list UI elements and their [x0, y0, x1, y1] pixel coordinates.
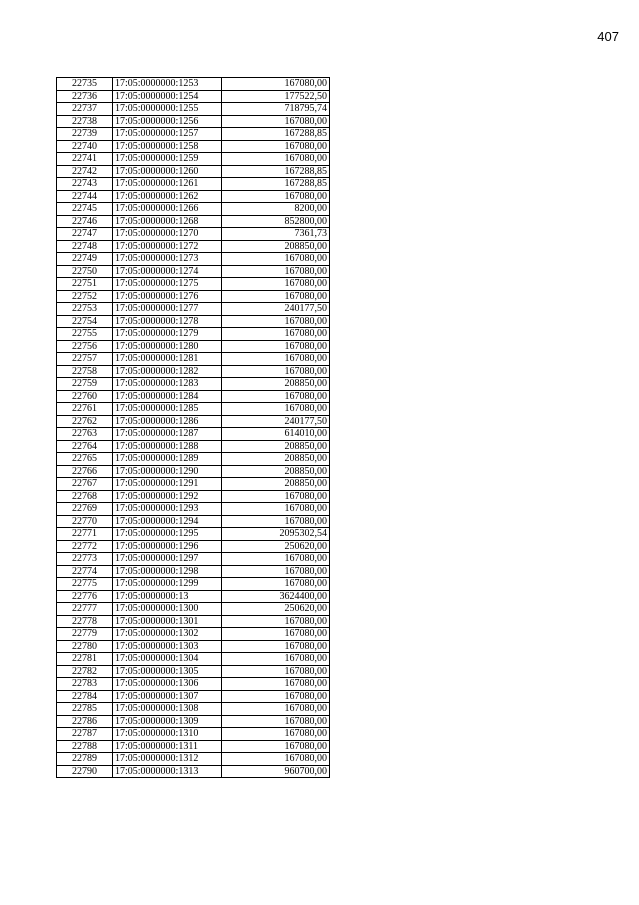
cadastral-number-cell: 17:05:0000000:1289 — [113, 453, 222, 466]
row-number-cell: 22785 — [57, 703, 113, 716]
table-row — [57, 365, 330, 378]
table-row — [57, 740, 330, 753]
row-number-cell: 22753 — [57, 303, 113, 316]
cadastral-number-cell: 17:05:0000000:1293 — [113, 503, 222, 516]
row-number-cell: 22787 — [57, 728, 113, 741]
cadastral-number-cell: 17:05:0000000:1254 — [113, 90, 222, 103]
table-row — [57, 665, 330, 678]
cadastral-number-cell: 17:05:0000000:1301 — [113, 615, 222, 628]
cadastral-number-cell: 17:05:0000000:1257 — [113, 128, 222, 141]
cadastral-number-cell: 17:05:0000000:1262 — [113, 190, 222, 203]
cadastral-value-cell: 208850,00 — [222, 478, 330, 491]
row-number-cell: 22773 — [57, 553, 113, 566]
row-number-cell: 22760 — [57, 390, 113, 403]
cadastral-number-cell: 17:05:0000000:1282 — [113, 365, 222, 378]
cadastral-value-cell: 240177,50 — [222, 415, 330, 428]
row-number-cell: 22776 — [57, 590, 113, 603]
cadastral-number-cell: 17:05:0000000:1286 — [113, 415, 222, 428]
cadastral-number-cell: 17:05:0000000:1273 — [113, 253, 222, 266]
cadastral-number-cell: 17:05:0000000:1298 — [113, 565, 222, 578]
cadastral-number-cell: 17:05:0000000:1266 — [113, 203, 222, 216]
row-number-cell: 22744 — [57, 190, 113, 203]
row-number-cell: 22775 — [57, 578, 113, 591]
table-row — [57, 453, 330, 466]
cadastral-value-cell: 167080,00 — [222, 753, 330, 766]
cadastral-number-cell: 17:05:0000000:1255 — [113, 103, 222, 116]
cadastral-number-cell: 17:05:0000000:1290 — [113, 465, 222, 478]
row-number-cell: 22769 — [57, 503, 113, 516]
cadastral-value-cell: 167080,00 — [222, 715, 330, 728]
table-row — [57, 128, 330, 141]
row-number-cell: 22739 — [57, 128, 113, 141]
row-number-cell: 22772 — [57, 540, 113, 553]
cadastral-value-cell: 167080,00 — [222, 140, 330, 153]
row-number-cell: 22764 — [57, 440, 113, 453]
row-number-cell: 22758 — [57, 365, 113, 378]
cadastral-number-cell: 17:05:0000000:1305 — [113, 665, 222, 678]
table-row — [57, 540, 330, 553]
table-row — [57, 590, 330, 603]
cadastral-value-table — [56, 77, 330, 778]
cadastral-value-cell: 167080,00 — [222, 365, 330, 378]
cadastral-number-cell: 17:05:0000000:1281 — [113, 353, 222, 366]
row-number-cell: 22757 — [57, 353, 113, 366]
cadastral-number-cell: 17:05:0000000:1284 — [113, 390, 222, 403]
cadastral-value-cell: 852800,00 — [222, 215, 330, 228]
cadastral-value-cell: 167080,00 — [222, 290, 330, 303]
table-row — [57, 428, 330, 441]
cadastral-number-cell: 17:05:0000000:1280 — [113, 340, 222, 353]
cadastral-value-cell: 167288,85 — [222, 165, 330, 178]
cadastral-value-cell: 167080,00 — [222, 265, 330, 278]
cadastral-value-cell: 718795,74 — [222, 103, 330, 116]
row-number-cell: 22752 — [57, 290, 113, 303]
table-row — [57, 490, 330, 503]
row-number-cell: 22768 — [57, 490, 113, 503]
row-number-cell: 22762 — [57, 415, 113, 428]
cadastral-value-cell: 167080,00 — [222, 578, 330, 591]
cadastral-number-cell: 17:05:0000000:1288 — [113, 440, 222, 453]
cadastral-value-cell: 2095302,54 — [222, 528, 330, 541]
cadastral-number-cell: 17:05:0000000:1304 — [113, 653, 222, 666]
cadastral-value-cell: 167080,00 — [222, 153, 330, 166]
table-row — [57, 203, 330, 216]
row-number-cell: 22751 — [57, 278, 113, 291]
cadastral-value-cell: 167080,00 — [222, 640, 330, 653]
row-number-cell: 22756 — [57, 340, 113, 353]
table-row — [57, 528, 330, 541]
cadastral-value-cell: 167080,00 — [222, 353, 330, 366]
row-number-cell: 22737 — [57, 103, 113, 116]
cadastral-value-cell: 167080,00 — [222, 390, 330, 403]
row-number-cell: 22770 — [57, 515, 113, 528]
cadastral-value-cell: 167080,00 — [222, 728, 330, 741]
cadastral-number-cell: 17:05:0000000:1270 — [113, 228, 222, 241]
row-number-cell: 22765 — [57, 453, 113, 466]
cadastral-value-cell: 167080,00 — [222, 78, 330, 91]
table-row — [57, 340, 330, 353]
cadastral-number-cell: 17:05:0000000:1276 — [113, 290, 222, 303]
cadastral-value-cell: 250620,00 — [222, 540, 330, 553]
table-row — [57, 165, 330, 178]
table-row — [57, 690, 330, 703]
cadastral-value-cell: 7361,73 — [222, 228, 330, 241]
row-number-cell: 22774 — [57, 565, 113, 578]
cadastral-value-cell: 208850,00 — [222, 240, 330, 253]
cadastral-value-cell: 167080,00 — [222, 690, 330, 703]
cadastral-value-cell: 167080,00 — [222, 678, 330, 691]
row-number-cell: 22788 — [57, 740, 113, 753]
cadastral-number-cell: 17:05:0000000:1258 — [113, 140, 222, 153]
cadastral-number-cell: 17:05:0000000:1295 — [113, 528, 222, 541]
table-row — [57, 290, 330, 303]
cadastral-number-cell: 17:05:0000000:1308 — [113, 703, 222, 716]
cadastral-value-cell: 167080,00 — [222, 115, 330, 128]
row-number-cell: 22761 — [57, 403, 113, 416]
table-row — [57, 278, 330, 291]
cadastral-number-cell: 17:05:0000000:1313 — [113, 765, 222, 778]
cadastral-value-cell: 167080,00 — [222, 653, 330, 666]
cadastral-value-cell: 167080,00 — [222, 703, 330, 716]
table-row — [57, 753, 330, 766]
table-row — [57, 628, 330, 641]
row-number-cell: 22784 — [57, 690, 113, 703]
table-row — [57, 403, 330, 416]
row-number-cell: 22789 — [57, 753, 113, 766]
row-number-cell: 22782 — [57, 665, 113, 678]
cadastral-value-cell: 167080,00 — [222, 190, 330, 203]
cadastral-value-cell: 167080,00 — [222, 315, 330, 328]
row-number-cell: 22790 — [57, 765, 113, 778]
cadastral-value-cell: 167080,00 — [222, 503, 330, 516]
table-row — [57, 503, 330, 516]
table-row — [57, 178, 330, 191]
table-row — [57, 378, 330, 391]
cadastral-number-cell: 17:05:0000000:1297 — [113, 553, 222, 566]
cadastral-number-cell: 17:05:0000000:1299 — [113, 578, 222, 591]
cadastral-value-cell: 167080,00 — [222, 490, 330, 503]
cadastral-number-cell: 17:05:0000000:1277 — [113, 303, 222, 316]
table-row — [57, 303, 330, 316]
table-row — [57, 328, 330, 341]
cadastral-value-cell: 208850,00 — [222, 465, 330, 478]
cadastral-value-cell: 167080,00 — [222, 740, 330, 753]
table-row — [57, 515, 330, 528]
table-row — [57, 253, 330, 266]
table-row — [57, 440, 330, 453]
cadastral-value-cell: 167080,00 — [222, 665, 330, 678]
cadastral-number-cell: 17:05:0000000:1287 — [113, 428, 222, 441]
cadastral-number-cell: 17:05:0000000:1291 — [113, 478, 222, 491]
cadastral-value-cell: 177522,50 — [222, 90, 330, 103]
cadastral-number-cell: 17:05:0000000:1303 — [113, 640, 222, 653]
cadastral-value-cell: 167080,00 — [222, 553, 330, 566]
table-row — [57, 703, 330, 716]
cadastral-number-cell: 17:05:0000000:1256 — [113, 115, 222, 128]
table-row — [57, 215, 330, 228]
cadastral-number-cell: 17:05:0000000:1278 — [113, 315, 222, 328]
table-row — [57, 353, 330, 366]
row-number-cell: 22745 — [57, 203, 113, 216]
table-row — [57, 315, 330, 328]
cadastral-number-cell: 17:05:0000000:1310 — [113, 728, 222, 741]
table-row — [57, 78, 330, 91]
row-number-cell: 22743 — [57, 178, 113, 191]
table-row — [57, 415, 330, 428]
row-number-cell: 22748 — [57, 240, 113, 253]
table-row — [57, 153, 330, 166]
table-row — [57, 390, 330, 403]
table-row — [57, 140, 330, 153]
cadastral-number-cell: 17:05:0000000:1302 — [113, 628, 222, 641]
row-number-cell: 22780 — [57, 640, 113, 653]
row-number-cell: 22781 — [57, 653, 113, 666]
cadastral-value-cell: 167080,00 — [222, 565, 330, 578]
row-number-cell: 22779 — [57, 628, 113, 641]
row-number-cell: 22742 — [57, 165, 113, 178]
cadastral-number-cell: 17:05:0000000:1312 — [113, 753, 222, 766]
cadastral-value-cell: 240177,50 — [222, 303, 330, 316]
row-number-cell: 22777 — [57, 603, 113, 616]
cadastral-number-cell: 17:05:0000000:1261 — [113, 178, 222, 191]
table-row — [57, 115, 330, 128]
cadastral-number-cell: 17:05:0000000:1311 — [113, 740, 222, 753]
row-number-cell: 22778 — [57, 615, 113, 628]
row-number-cell: 22786 — [57, 715, 113, 728]
row-number-cell: 22740 — [57, 140, 113, 153]
row-number-cell: 22738 — [57, 115, 113, 128]
row-number-cell: 22766 — [57, 465, 113, 478]
cadastral-value-cell: 167080,00 — [222, 340, 330, 353]
row-number-cell: 22735 — [57, 78, 113, 91]
row-number-cell: 22750 — [57, 265, 113, 278]
cadastral-number-cell: 17:05:0000000:1268 — [113, 215, 222, 228]
cadastral-value-cell: 250620,00 — [222, 603, 330, 616]
cadastral-value-cell: 614010,00 — [222, 428, 330, 441]
table-row — [57, 715, 330, 728]
row-number-cell: 22783 — [57, 678, 113, 691]
row-number-cell: 22755 — [57, 328, 113, 341]
cadastral-number-cell: 17:05:0000000:1272 — [113, 240, 222, 253]
cadastral-number-cell: 17:05:0000000:1300 — [113, 603, 222, 616]
cadastral-value-cell: 167080,00 — [222, 628, 330, 641]
cadastral-number-cell: 17:05:0000000:1292 — [113, 490, 222, 503]
cadastral-value-cell: 167288,85 — [222, 128, 330, 141]
page-number: 407 — [597, 29, 619, 44]
cadastral-value-cell: 167080,00 — [222, 615, 330, 628]
table-body — [57, 78, 330, 778]
cadastral-value-cell: 167080,00 — [222, 253, 330, 266]
cadastral-value-cell: 3624400,00 — [222, 590, 330, 603]
cadastral-number-cell: 17:05:0000000:1283 — [113, 378, 222, 391]
cadastral-number-cell: 17:05:0000000:1260 — [113, 165, 222, 178]
table-row — [57, 615, 330, 628]
cadastral-number-cell: 17:05:0000000:1275 — [113, 278, 222, 291]
cadastral-value-cell: 167080,00 — [222, 403, 330, 416]
cadastral-value-cell: 208850,00 — [222, 440, 330, 453]
table-row — [57, 765, 330, 778]
table-row — [57, 640, 330, 653]
table-row — [57, 728, 330, 741]
cadastral-number-cell: 17:05:0000000:1259 — [113, 153, 222, 166]
cadastral-value-cell: 960700,00 — [222, 765, 330, 778]
row-number-cell: 22754 — [57, 315, 113, 328]
cadastral-number-cell: 17:05:0000000:1285 — [113, 403, 222, 416]
cadastral-value-cell: 167288,85 — [222, 178, 330, 191]
cadastral-number-cell: 17:05:0000000:1296 — [113, 540, 222, 553]
cadastral-value-cell: 8200,00 — [222, 203, 330, 216]
table-row — [57, 228, 330, 241]
row-number-cell: 22746 — [57, 215, 113, 228]
row-number-cell: 22741 — [57, 153, 113, 166]
table-row — [57, 465, 330, 478]
cadastral-number-cell: 17:05:0000000:1309 — [113, 715, 222, 728]
cadastral-number-cell: 17:05:0000000:1274 — [113, 265, 222, 278]
cadastral-value-cell: 167080,00 — [222, 278, 330, 291]
table-row — [57, 265, 330, 278]
cadastral-value-cell: 167080,00 — [222, 328, 330, 341]
cadastral-number-cell: 17:05:0000000:13 — [113, 590, 222, 603]
table-row — [57, 653, 330, 666]
row-number-cell: 22759 — [57, 378, 113, 391]
table-row — [57, 240, 330, 253]
table-row — [57, 603, 330, 616]
table-row — [57, 678, 330, 691]
table-row — [57, 578, 330, 591]
table-row — [57, 90, 330, 103]
cadastral-number-cell: 17:05:0000000:1253 — [113, 78, 222, 91]
table-row — [57, 565, 330, 578]
cadastral-value-cell: 208850,00 — [222, 378, 330, 391]
cadastral-number-cell: 17:05:0000000:1294 — [113, 515, 222, 528]
cadastral-number-cell: 17:05:0000000:1279 — [113, 328, 222, 341]
table-row — [57, 478, 330, 491]
table-row — [57, 190, 330, 203]
cadastral-number-cell: 17:05:0000000:1307 — [113, 690, 222, 703]
table-row — [57, 553, 330, 566]
table-row — [57, 103, 330, 116]
cadastral-value-cell: 167080,00 — [222, 515, 330, 528]
cadastral-number-cell: 17:05:0000000:1306 — [113, 678, 222, 691]
row-number-cell: 22763 — [57, 428, 113, 441]
cadastral-value-cell: 208850,00 — [222, 453, 330, 466]
row-number-cell: 22747 — [57, 228, 113, 241]
row-number-cell: 22736 — [57, 90, 113, 103]
row-number-cell: 22749 — [57, 253, 113, 266]
row-number-cell: 22767 — [57, 478, 113, 491]
row-number-cell: 22771 — [57, 528, 113, 541]
